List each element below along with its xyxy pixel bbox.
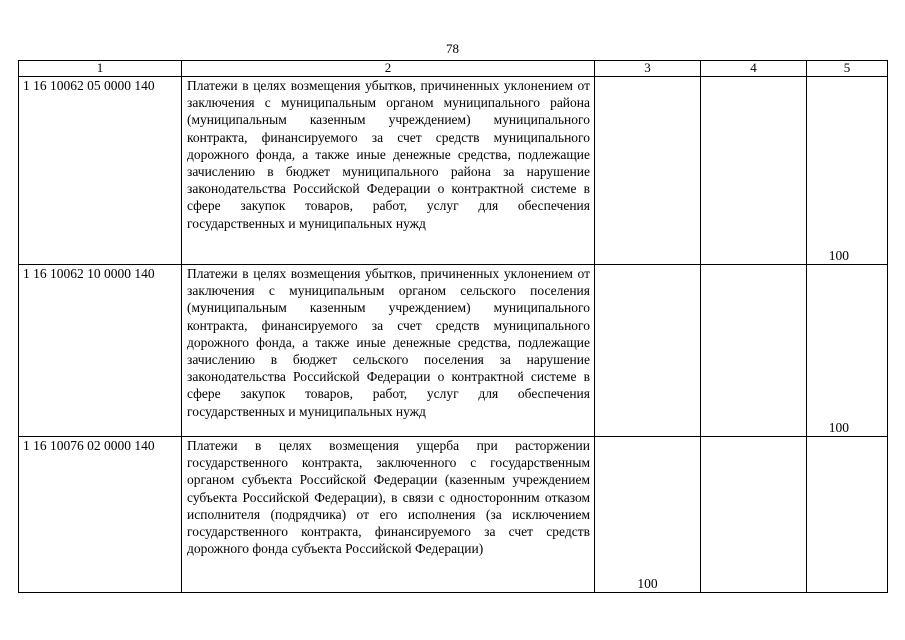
column-3-value: 100 (637, 576, 658, 591)
column-header-1: 1 (19, 61, 182, 77)
table-row (19, 77, 888, 265)
column-5-cell (807, 265, 888, 437)
column-4-cell (701, 77, 807, 265)
column-5-cell (807, 77, 888, 265)
budget-code: 1 16 10062 10 0000 140 (19, 265, 182, 437)
table-row (19, 437, 888, 593)
budget-code: 1 16 10062 05 0000 140 (19, 77, 182, 265)
column-header-3: 3 (595, 61, 701, 77)
table-row (19, 265, 888, 437)
table-header-row (19, 61, 888, 77)
column-3-cell (595, 77, 701, 265)
column-4-cell (701, 437, 807, 593)
budget-table (18, 60, 888, 593)
page-number: 78 (446, 41, 459, 56)
budget-code: 1 16 10076 02 0000 140 (19, 437, 182, 593)
column-4-cell (701, 265, 807, 437)
payment-description: Платежи в целях возмещения убытков, причиненных уклонением от заключения с муниципальным органом муниципального района (муниципальным казенным учреждением) муниципального контракта, финансируемого за счет средств муниципального дорожного фонда, а также иные денежные средства, подлежащие зачислению в бюджет муниципального района за нарушение законодательства Российской Федерации о контрактной системе в сфере закупок товаров, работ, услуг для обеспечения государственных и муниципальных нужд (182, 77, 595, 265)
column-5-value: 100 (828, 248, 849, 263)
column-5-cell (807, 437, 888, 593)
payment-description: Платежи в целях возмещения ущерба при расторжении государственного контракта, заключенного с государственным органом субъекта Российской Федерации (казенным учреждением субъекта Российской Федерации), в связи с односторонним отказом исполнителя (подрядчика) от его исполнения (за исключением государственного контракта, финансируемого за счет средств дорожного фонда субъекта Российской Федерации) (182, 437, 595, 593)
column-header-4: 4 (701, 61, 807, 77)
column-header-5: 5 (807, 61, 888, 77)
column-5-value: 100 (828, 420, 849, 435)
payment-description: Платежи в целях возмещения убытков, причиненных уклонением от заключения с муниципальным органом сельского поселения (муниципальным казенным учреждением) муниципального контракта, финансируемого за счет средств муниципального дорожного фонда, а также иные денежные средства, подлежащие зачислению в бюджет сельского поселения за нарушение законодательства Российской Федерации о контрактной системе в сфере закупок товаров, работ, услуг для обеспечения государственных и муниципальных нужд (182, 265, 595, 437)
column-3-cell (595, 437, 701, 593)
column-header-2: 2 (182, 61, 595, 77)
column-3-cell (595, 265, 701, 437)
